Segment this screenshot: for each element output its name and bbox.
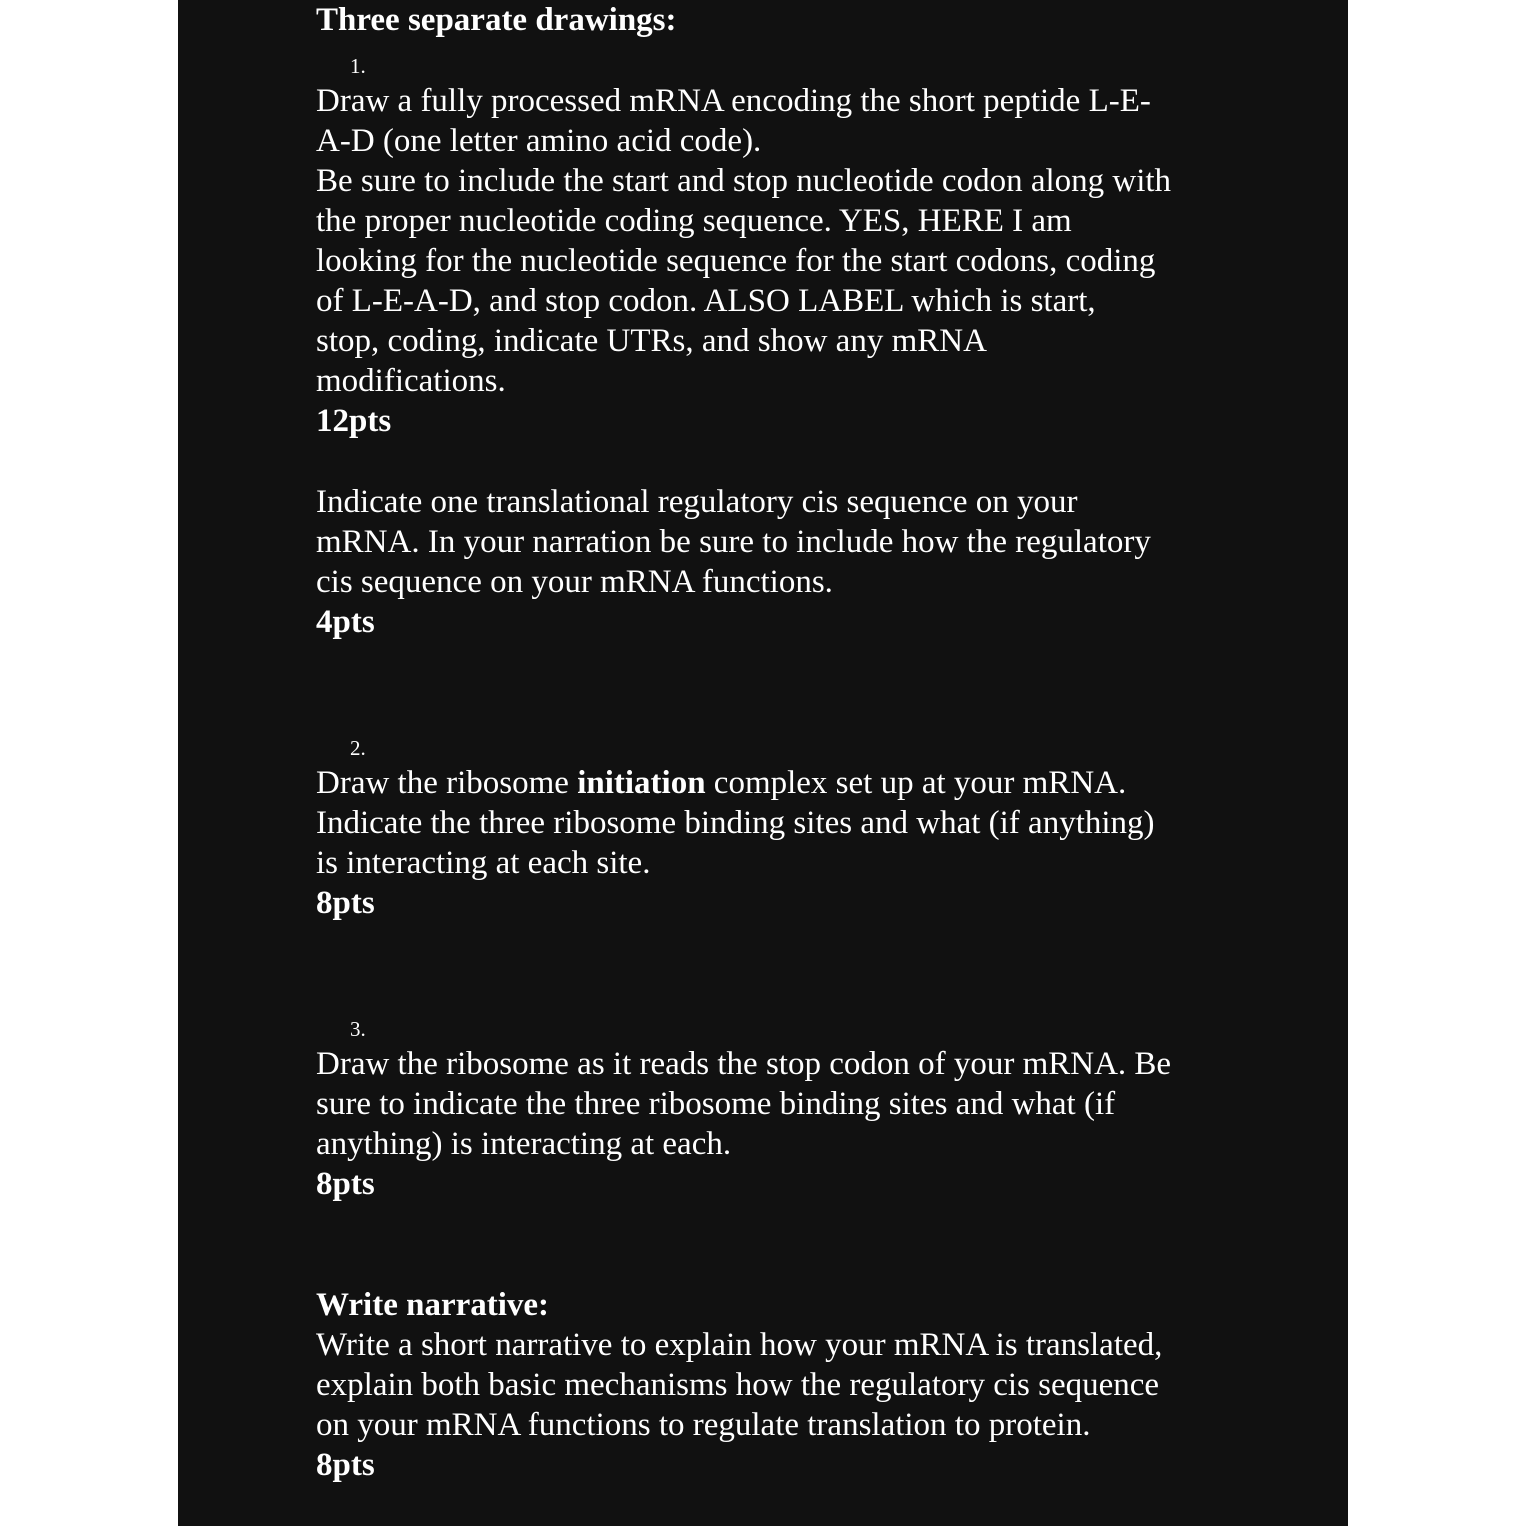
- q1-line-5: looking for the nucleotide sequence for the start codons, coding: [316, 243, 1156, 279]
- q1-line-7: stop, coding, indicate UTRs, and show any mRNA: [316, 323, 987, 359]
- question-3-number: 3.: [350, 1017, 366, 1041]
- narrative-points: 8pts: [316, 1447, 375, 1483]
- q2-points: 8pts: [316, 885, 375, 921]
- q2-line-1-pre: Draw the ribosome: [316, 765, 578, 801]
- question-2-number: 2.: [350, 736, 366, 760]
- q3-points: 8pts: [316, 1166, 375, 1202]
- q2-line-1: [316, 763, 1126, 803]
- q1-sub-line-1: Indicate one translational regulatory cis sequence on your: [316, 484, 1078, 520]
- q1-sub-line-2: mRNA. In your narration be sure to include how the regulatory: [316, 524, 1151, 560]
- q2-initiation-emphasis: initiation: [577, 765, 706, 801]
- q2-line-3: is interacting at each site.: [316, 845, 651, 881]
- narrative-heading: Write narrative:: [316, 1287, 550, 1323]
- q2-line-2: Indicate the three ribosome binding sites and what (if anything): [316, 805, 1155, 841]
- page-heading: Three separate drawings:: [316, 2, 677, 38]
- document-page: [178, 0, 1348, 1526]
- q2-line-1-post: complex set up at your mRNA.: [705, 765, 1127, 801]
- q3-line-3: anything) is interacting at each.: [316, 1126, 732, 1162]
- q1-line-2: A-D (one letter amino acid code).: [316, 123, 762, 159]
- q3-line-2: sure to indicate the three ribosome binding sites and what (if: [316, 1086, 1116, 1122]
- q1-line-4: the proper nucleotide coding sequence. YES, HERE I am: [316, 203, 1072, 239]
- q1-line-6: of L-E-A-D, and stop codon. ALSO LABEL which is start,: [316, 283, 1096, 319]
- narrative-line-2: explain both basic mechanisms how the regulatory cis sequence: [316, 1367, 1160, 1403]
- q1-line-3: Be sure to include the start and stop nucleotide codon along with: [316, 163, 1172, 199]
- question-1-number: 1.: [350, 54, 366, 78]
- q1-sub-line-3: cis sequence on your mRNA functions.: [316, 564, 833, 600]
- q1-sub-points: 4pts: [316, 604, 375, 640]
- q1-points: 12pts: [316, 403, 392, 439]
- q1-line-8: modifications.: [316, 363, 506, 399]
- narrative-line-1: Write a short narrative to explain how your mRNA is translated,: [316, 1327, 1163, 1363]
- narrative-line-3: on your mRNA functions to regulate translation to protein.: [316, 1407, 1091, 1443]
- q3-line-1: Draw the ribosome as it reads the stop codon of your mRNA. Be: [316, 1046, 1172, 1082]
- q1-line-1: Draw a fully processed mRNA encoding the short peptide L-E-: [316, 83, 1151, 119]
